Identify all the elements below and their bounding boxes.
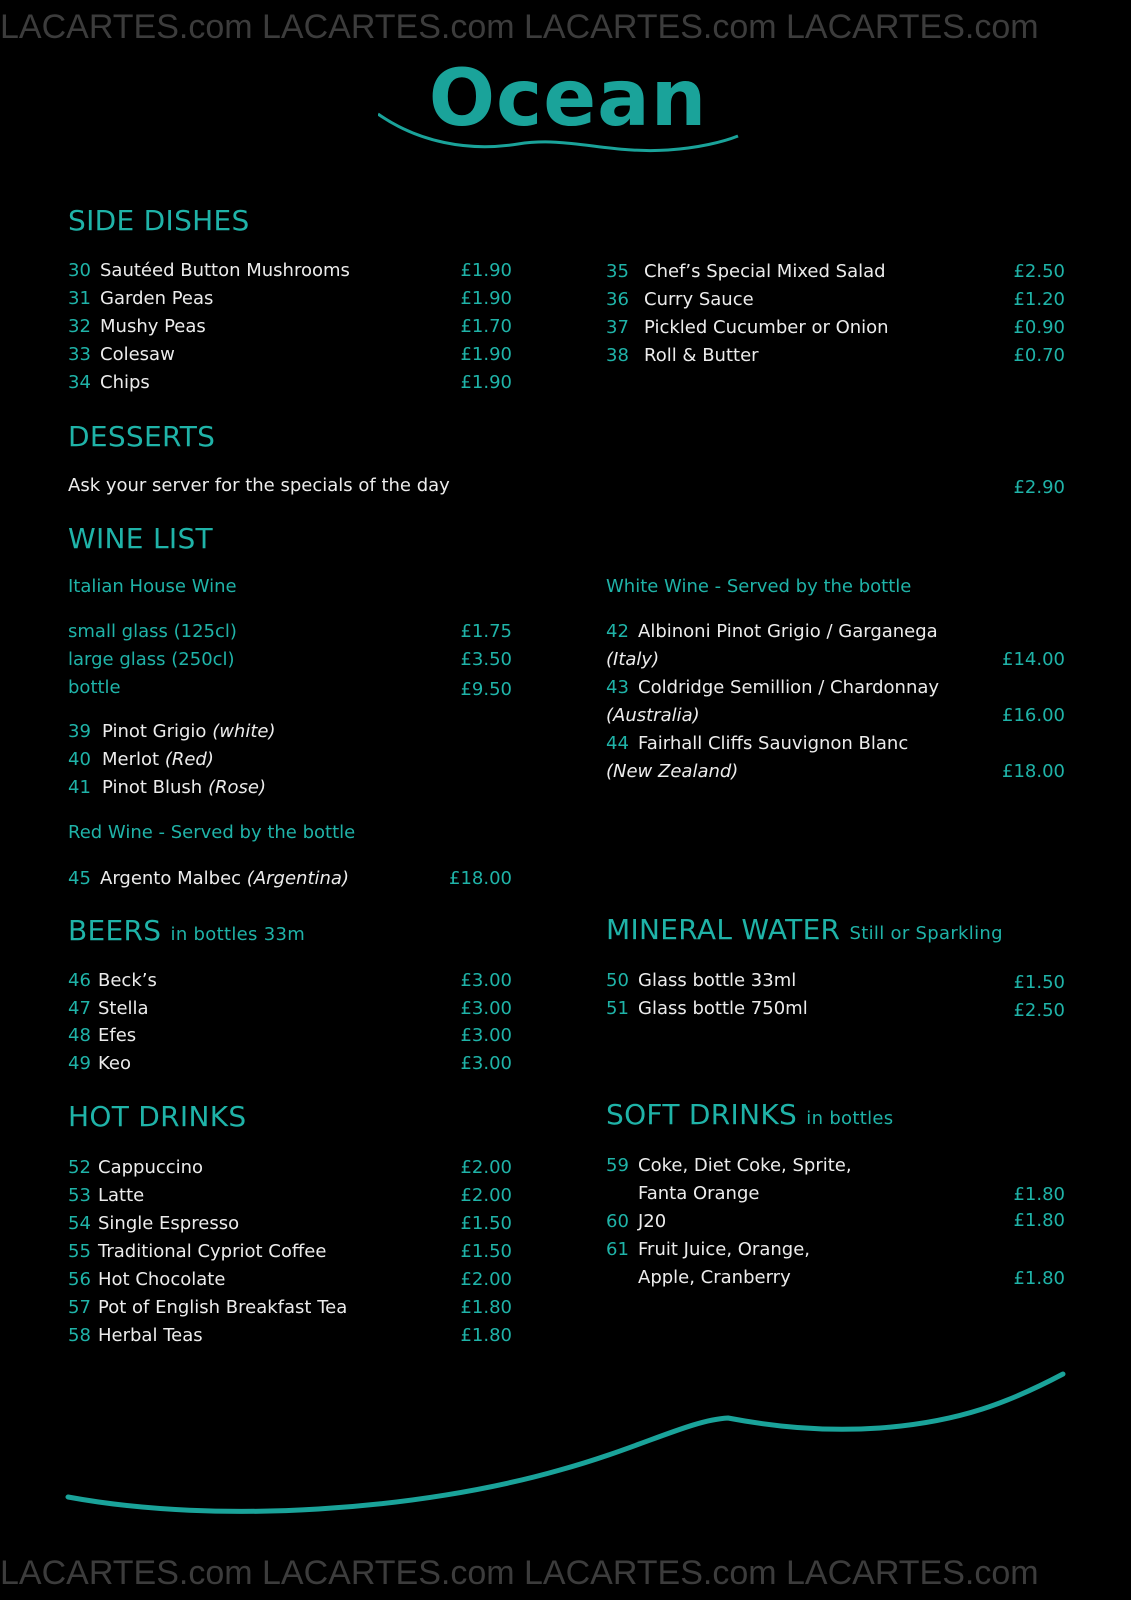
menu-item: 36 Curry Sauce <box>606 289 754 310</box>
watermark-top: LACARTES.com LACARTES.com LACARTES.com LACARTES.com <box>0 8 1039 46</box>
menu-item: 51 Glass bottle 750ml <box>606 998 808 1019</box>
side-dishes-title: SIDE DISHES <box>68 204 250 237</box>
item-price: £1.70 <box>460 316 512 337</box>
watermark-bottom: LACARTES.com LACARTES.com LACARTES.com LACARTES.com <box>0 1554 1039 1592</box>
soft-drinks-title: SOFT DRINKS in bottles <box>606 1098 894 1131</box>
menu-item: 57 Pot of English Breakfast Tea <box>68 1297 348 1318</box>
menu-item: 60 J20 <box>606 1211 667 1232</box>
item-price: £3.00 <box>460 1053 512 1074</box>
menu-item: 49 Keo <box>68 1053 131 1074</box>
item-price: £2.00 <box>460 1157 512 1178</box>
white-wine-origin: (Italy) <box>606 649 660 670</box>
item-price: £1.80 <box>1013 1210 1065 1231</box>
menu-item: 48 Efes <box>68 1025 137 1046</box>
menu-item: 37 Pickled Cucumber or Onion <box>606 317 889 338</box>
red-wine-item: 45 Argento Malbec (Argentina) <box>68 868 349 889</box>
logo-text: Ocean <box>428 54 708 144</box>
menu-item: 55 Traditional Cypriot Coffee <box>68 1241 327 1262</box>
menu-item: 54 Single Espresso <box>68 1213 240 1234</box>
menu-item: 33 Colesaw <box>68 344 175 365</box>
item-price: £0.90 <box>1013 317 1065 338</box>
item-price: £3.50 <box>460 649 512 670</box>
item-price: £2.00 <box>460 1269 512 1290</box>
desserts-price: £2.90 <box>1013 477 1065 498</box>
menu-item: 38 Roll & Butter <box>606 345 759 366</box>
menu-item: 32 Mushy Peas <box>68 316 206 337</box>
item-price: £9.50 <box>460 679 512 700</box>
item-price: £3.00 <box>460 970 512 991</box>
item-price: £1.90 <box>460 344 512 365</box>
house-size: small glass (125cl) <box>68 621 237 642</box>
beers-subtitle: in bottles 33m <box>170 924 306 945</box>
item-price: £1.80 <box>1013 1268 1065 1289</box>
white-wine-item: 43 Coldridge Semillion / Chardonnay <box>606 677 940 698</box>
menu-item: 30 Sautéed Button Mushrooms <box>68 260 350 281</box>
red-wine-title: Red Wine - Served by the bottle <box>68 822 356 843</box>
item-price: £1.20 <box>1013 289 1065 310</box>
menu-item-continued: Apple, Cranberry <box>638 1267 791 1288</box>
white-wine-item: 42 Albinoni Pinot Grigio / Garganega <box>606 621 938 642</box>
menu-item: 58 Herbal Teas <box>68 1325 203 1346</box>
white-wine-origin: (New Zealand) <box>606 761 739 782</box>
menu-item: 61 Fruit Juice, Orange, <box>606 1239 810 1260</box>
menu-item: 31 Garden Peas <box>68 288 214 309</box>
menu-item: 50 Glass bottle 33ml <box>606 970 797 991</box>
menu-item: 59 Coke, Diet Coke, Sprite, <box>606 1155 852 1176</box>
item-price: £3.00 <box>460 1025 512 1046</box>
item-price: £2.50 <box>1013 261 1065 282</box>
item-price: £2.00 <box>460 1185 512 1206</box>
item-price: £16.00 <box>1002 705 1065 726</box>
white-wine-origin: (Australia) <box>606 705 700 726</box>
item-price: £1.80 <box>1013 1184 1065 1205</box>
menu-item: 53 Latte <box>68 1185 145 1206</box>
item-price: £1.90 <box>460 372 512 393</box>
hot-drinks-title: HOT DRINKS <box>68 1100 247 1133</box>
beers-title: BEERS in bottles 33m <box>68 914 306 947</box>
white-wine-item: 44 Fairhall Cliffs Sauvignon Blanc <box>606 733 909 754</box>
house-wine-item: 41 Pinot Blush (Rose) <box>68 777 266 798</box>
house-size: bottle <box>68 677 121 698</box>
item-price: £18.00 <box>1002 761 1065 782</box>
item-price: £1.50 <box>460 1241 512 1262</box>
restaurant-logo <box>378 54 758 172</box>
soft-drinks-subtitle: in bottles <box>806 1108 894 1129</box>
white-wine-title: White Wine - Served by the bottle <box>606 576 912 597</box>
house-wine-item: 40 Merlot (Red) <box>68 749 214 770</box>
item-price: £1.50 <box>1013 972 1065 993</box>
item-price: £1.80 <box>460 1325 512 1346</box>
menu-item: 34 Chips <box>68 372 150 393</box>
menu-item: 35 Chef’s Special Mixed Salad <box>606 261 886 282</box>
item-price: £1.90 <box>460 260 512 281</box>
item-price: £1.90 <box>460 288 512 309</box>
desserts-text: Ask your server for the specials of the day <box>68 475 450 496</box>
item-price: £1.50 <box>460 1213 512 1234</box>
house-wine-title: Italian House Wine <box>68 576 237 597</box>
item-price: £0.70 <box>1013 345 1065 366</box>
item-price: £1.75 <box>460 621 512 642</box>
menu-item: 52 Cappuccino <box>68 1157 204 1178</box>
menu-item: 47 Stella <box>68 998 149 1019</box>
menu-item-continued: Fanta Orange <box>638 1183 760 1204</box>
item-price: £2.50 <box>1013 1000 1065 1021</box>
item-price: £18.00 <box>449 868 512 889</box>
mineral-water-subtitle: Still or Sparkling <box>849 923 1003 944</box>
house-wine-item: 39 Pinot Grigio (white) <box>68 721 276 742</box>
decorative-wave-icon <box>0 1360 1131 1520</box>
desserts-title: DESSERTS <box>68 420 216 453</box>
item-price: £1.80 <box>460 1297 512 1318</box>
item-price: £3.00 <box>460 998 512 1019</box>
menu-item: 46 Beck’s <box>68 970 157 991</box>
wine-list-title: WINE LIST <box>68 522 213 555</box>
item-price: £14.00 <box>1002 649 1065 670</box>
house-size: large glass (250cl) <box>68 649 235 670</box>
mineral-water-title: MINERAL WATER Still or Sparkling <box>606 913 1003 946</box>
menu-item: 56 Hot Chocolate <box>68 1269 226 1290</box>
